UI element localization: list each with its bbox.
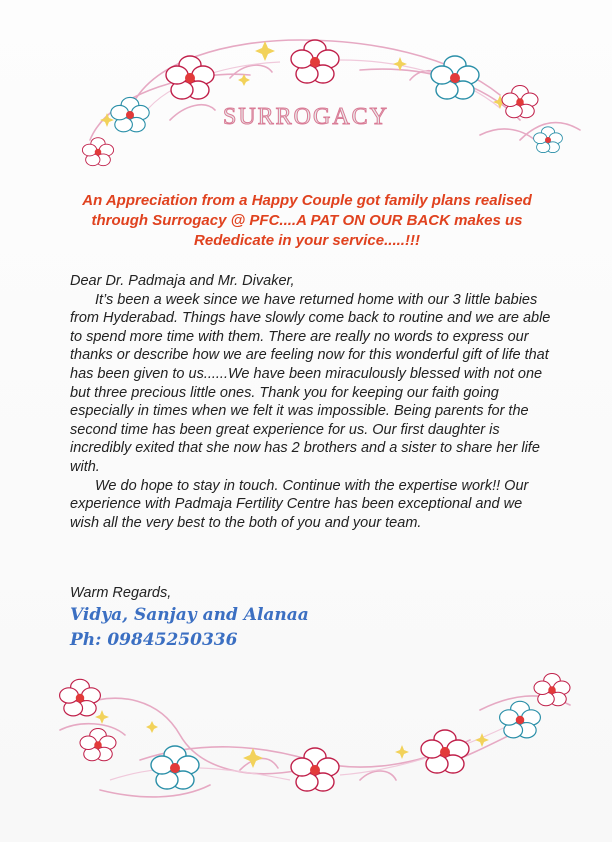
paragraph-1: It’s been a week since we have returned home with our 3 little babies from Hyderabad. Things have slowly come back to routine and we are able to spend more time with them. There are really no words to express our thanks or describe how we are feeling now for this wonderful gift of life that has been given to us......We have been miraculously blessed with not one but three precious little ones. Thank you for keeping our faith going especially in times when we felt it was impossible. Being parents for the second time has been great experience for us. Our first daughter is incredibly exited that she now has 2 brothers and a sister to share her life with. <box>70 291 551 475</box>
headline: An Appreciation from a Happy Couple got family plans realised through Surrogacy @ PFC....A PAT ON OUR BACK makes us Rededicate in your service.....!!! <box>82 192 532 249</box>
signature-names: Vidya, Sanjay and Alanaa <box>70 605 309 625</box>
salutation: Dear Dr. Padmaja and Mr. Divaker, <box>70 273 295 289</box>
letter-body <box>70 272 554 532</box>
banner-title: SURROGACY <box>222 104 390 130</box>
closing: Warm Regards, <box>70 585 172 601</box>
floral-border-bottom <box>0 650 612 842</box>
paragraph-2: We do hope to stay in touch. Continue with the expertise work!! Our experience with Padmaja Fertility Centre has been exceptional and we wish all the very best to the both of you and your team. <box>70 477 529 531</box>
signature-phone: Ph: 09845250336 <box>70 630 238 650</box>
floral-border-top <box>0 0 612 180</box>
